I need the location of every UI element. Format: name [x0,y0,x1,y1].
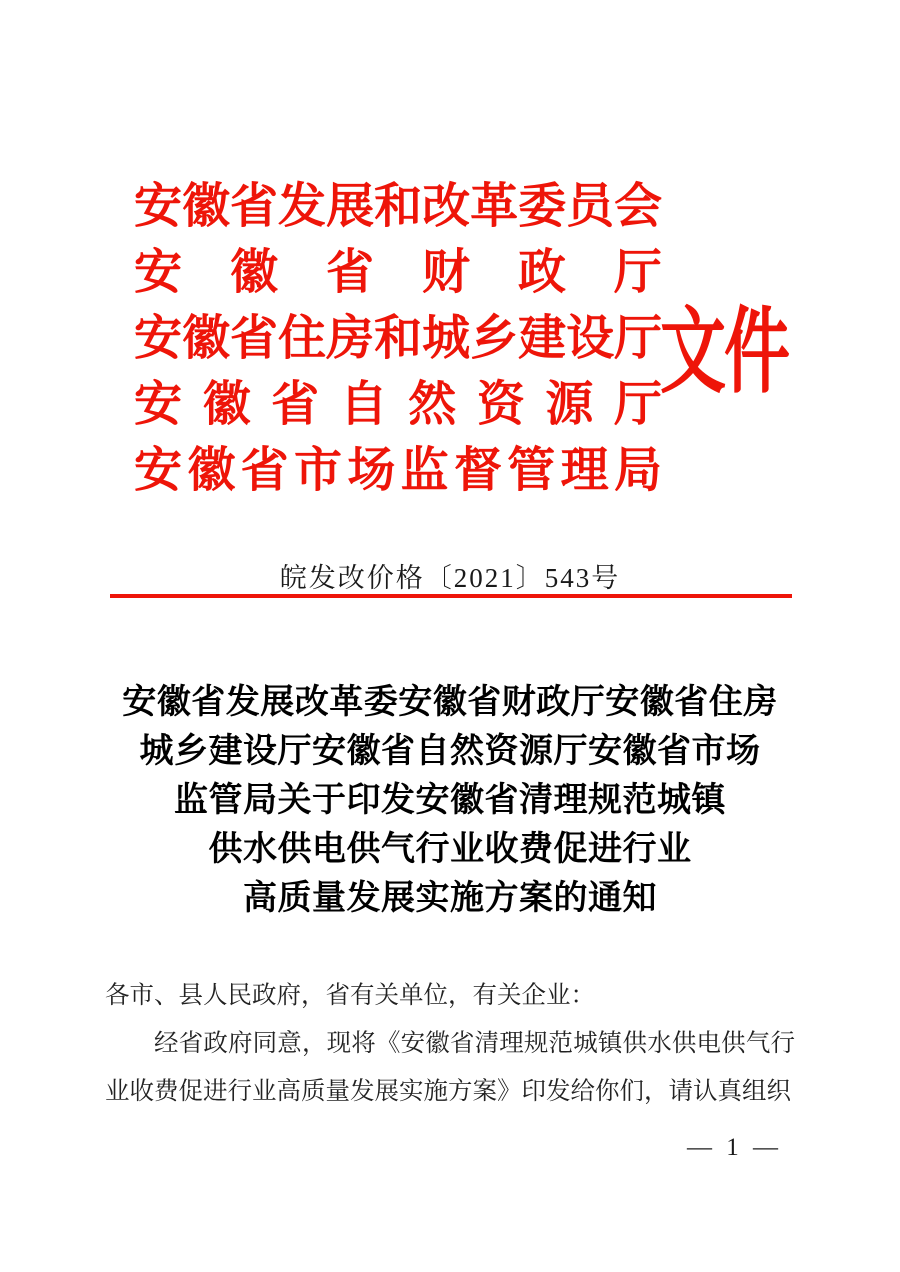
letterhead [134,168,662,498]
document-title [0,678,900,923]
agency-name-natural-resources: 安 徽 省 自 然 资 源 厅 [134,377,662,431]
title-line: 安徽省发展改革委安徽省财政厅安徽省住房 [122,684,778,721]
agency-name-market-supervision: 安 徽 省 市 场 监 督 管 理 局 [134,443,662,497]
document-body [105,972,795,1116]
document-label: 文件 [660,298,788,404]
body-paragraph: 经省政府同意，现将《安徽省清理规范城镇供水供电供气行业收费促进行业高质量发展实施方案》印发给你们，请认真组织 [105,1030,795,1105]
agency-name-development-reform: 安 徽 省 发 展 和 改 革 委 员 会 [134,179,663,233]
agency-name-housing-construction: 安 徽 省 住 房 和 城 乡 建 设 厅 [134,311,663,365]
title-line: 城乡建设厅安徽省自然资源厅安徽省市场 [139,733,761,770]
agency-name-finance: 安 徽 省 财 政 厅 [134,245,662,299]
document-number: 皖发改价格〔2021〕543号 [279,563,621,593]
title-line: 供水供电供气行业收费促进行业 [208,831,692,868]
title-line: 高质量发展实施方案的通知 [243,880,657,917]
salutation-line: 各市、县人民政府，省有关单位，有关企业： [105,982,595,1009]
page-number: — 1 — [687,1134,782,1161]
red-divider-rule [110,594,792,598]
title-line: 监管局关于印发安徽省清理规范城镇 [174,782,726,819]
